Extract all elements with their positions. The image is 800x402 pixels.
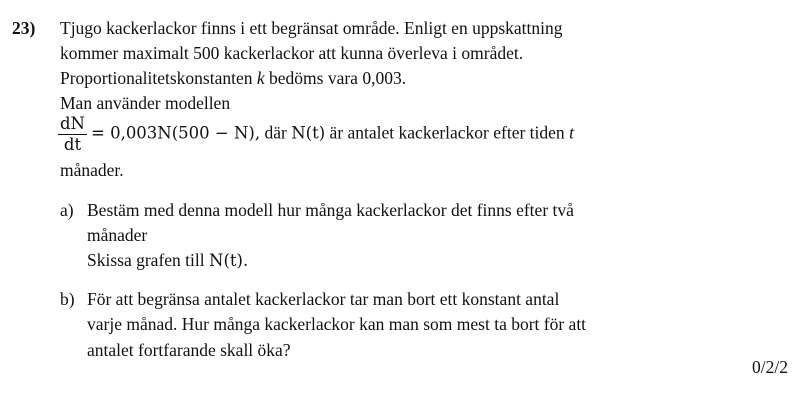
fraction	[58, 114, 87, 155]
intro-line-1: Tjugo kackerlackor finns i ett begränsat område. Enligt en uppskattning	[60, 18, 563, 38]
sketch-math: N(t).	[209, 251, 249, 270]
part-b-line-2: varje månad. Hur många kackerlackor kan man som mest ta bort för att	[87, 314, 587, 334]
model-intro: Man använder modellen	[60, 93, 231, 113]
part-a-line-1: Bestäm med denna modell hur många kackerlackor det finns efter två	[87, 200, 574, 220]
proportionality-line	[60, 68, 406, 89]
numerator: dN	[60, 114, 85, 133]
score: 0/2/2	[752, 357, 788, 377]
formula-nt: N(t)	[291, 123, 326, 143]
formula-text2: är antalet kackerlackor efter tiden	[325, 122, 570, 143]
formula-rhs: = 0,003N(500 − N),	[91, 123, 261, 143]
intro-line-2: kommer maximalt 500 kackerlackor att kunna överleva i området.	[60, 43, 524, 63]
part-a-label: a)	[60, 200, 74, 220]
part-b-line-3: antalet fortfarande skall öka?	[87, 340, 291, 360]
differential-equation	[58, 114, 574, 155]
prop-post: bedöms vara 0,003.	[264, 68, 407, 88]
sketch-text: Skissa grafen till	[87, 250, 209, 270]
prop-pre: Proportionalitetskonstanten	[60, 68, 257, 88]
part-a-sketch	[87, 250, 248, 271]
part-b-label: b)	[60, 289, 75, 309]
part-a-line-2: månader	[87, 225, 148, 245]
question-number: 23)	[12, 18, 36, 38]
formula-t: t	[569, 122, 574, 143]
denominator: dt	[63, 135, 82, 154]
prop-k: k	[256, 68, 265, 88]
formula-text: där	[260, 122, 292, 143]
after-formula: månader.	[60, 160, 124, 180]
part-b-line-1: För att begränsa antalet kackerlackor tar man bort ett konstant antal	[87, 289, 560, 309]
